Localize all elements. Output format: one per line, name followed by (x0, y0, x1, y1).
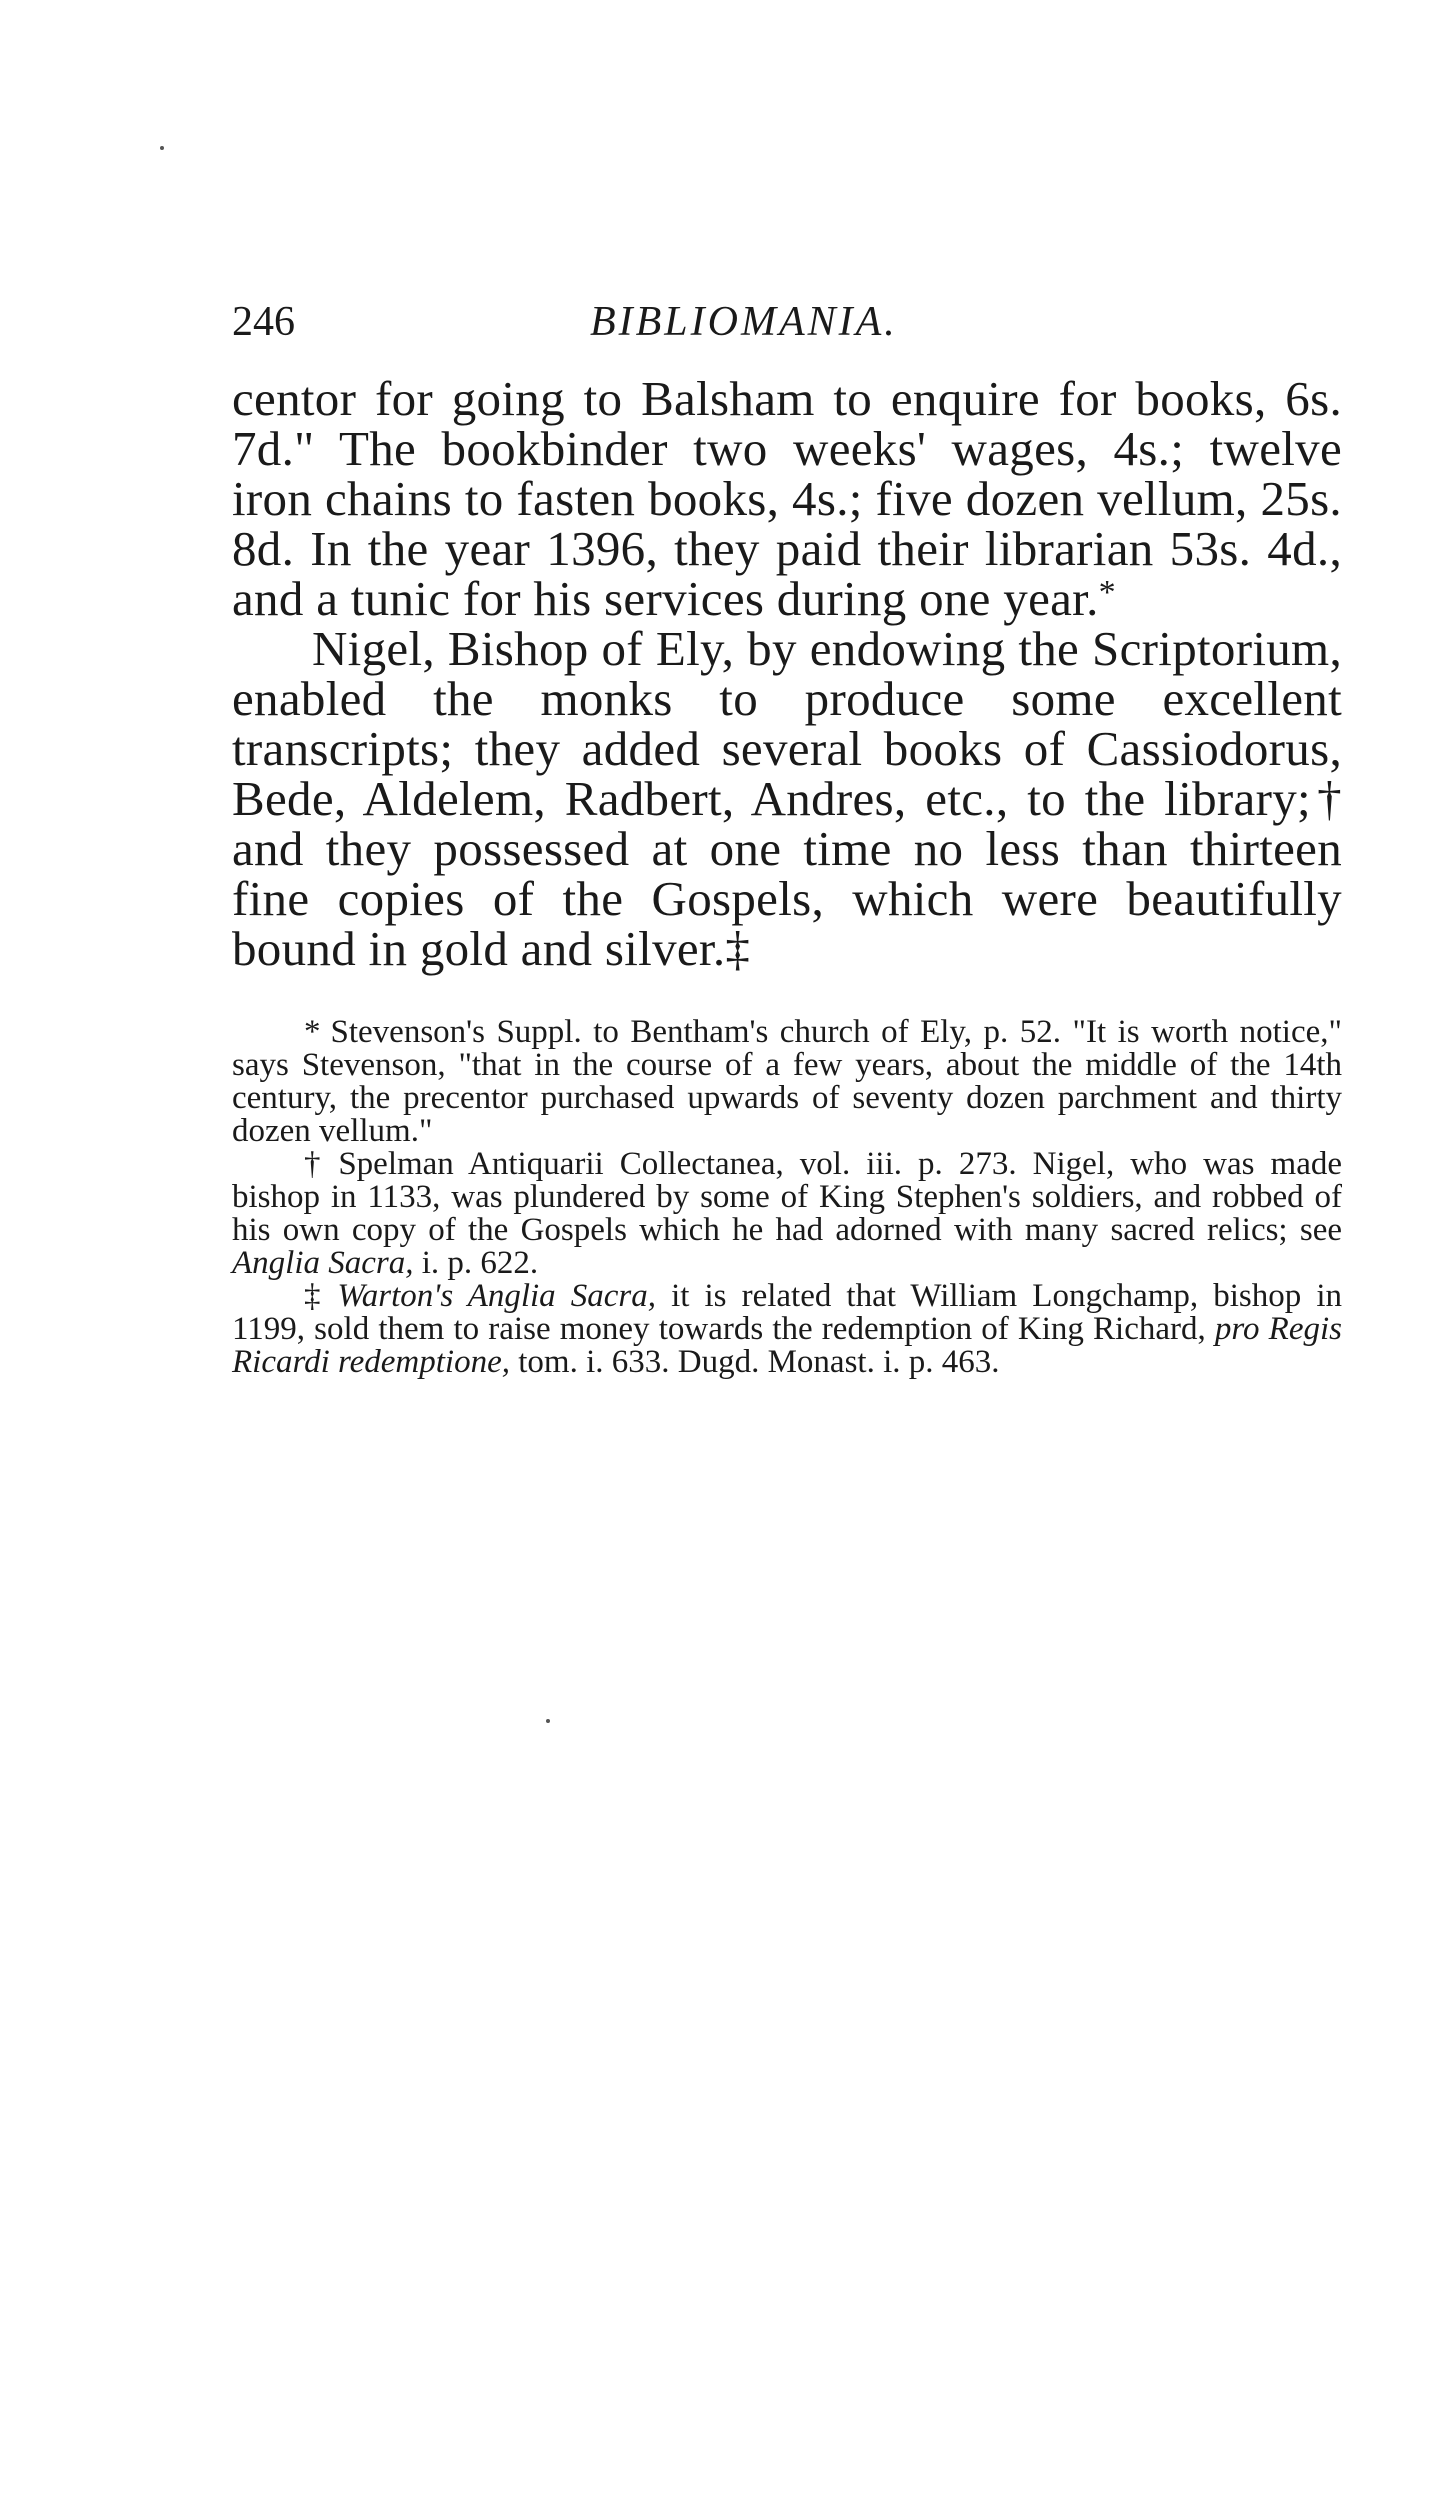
footnote-3-text-a: it is related that William Longchamp, bishop in 1199, sold them to raise money towards the redemption of King Richard, (232, 1278, 1342, 1347)
book-page (232, 296, 1342, 1379)
footnote-1-text: Stevenson's Suppl. to Bentham's church of Ely, p. 52. "It is worth notice," says Stevenson, "that in the course of a few years, about the middle of the 14th century, the precentor purchased upwards of seventy dozen parchment and thirty dozen vellum." (232, 1014, 1342, 1149)
page-number: 246 (232, 299, 295, 345)
footnote-reference-asterisk: * (1098, 574, 1116, 611)
footnote-reference-double-dagger: ‡ (725, 921, 751, 976)
footnote-3-text-b: tom. i. 633. Dugd. Monast. i. p. 463. (510, 1344, 1000, 1380)
footnote-3-italic-latin: pro Regis Ricardi redemptione, (232, 1311, 1342, 1380)
footnote-2-mark: † (304, 1146, 329, 1182)
stray-mark-top (160, 146, 164, 150)
paragraph-2-text-b: and they possessed at one time no less than thirteen fine copies of the Gospels, which were beautifully bound in gold and silver. (232, 821, 1342, 976)
footnote-1-mark: * (304, 1014, 321, 1050)
footnote-3 (232, 1280, 1342, 1379)
footnote-2-text-b: i. p. 622. (413, 1245, 539, 1281)
footnote-3-mark: ‡ (304, 1278, 328, 1314)
footnote-3-italic-title: Warton's Anglia Sacra, (337, 1278, 656, 1314)
book-title: BIBLIOMANIA. (590, 299, 898, 345)
footnote-2 (232, 1148, 1342, 1280)
footnote-2-text-a: Spelman Antiquarii Collectanea, vol. iii. p. 273. Nigel, who was made bishop in 1133, was plundered by some of King Stephen's soldiers, and robbed of his own copy of the Gospels which he had adorned with many sacred relics; see (232, 1146, 1342, 1248)
footnote-2-italic-title: Anglia Sacra, (232, 1245, 414, 1281)
footnote-1 (232, 1016, 1342, 1148)
paragraph-1 (232, 371, 1342, 626)
paragraph-2-text-a: Nigel, Bishop of Ely, by endowing the Scriptorium, enabled the monks to produce some excellent transcripts; they added several books of Cassiodorus, Bede, Aldelem, Radbert, Andres, etc., to the library; (232, 621, 1342, 826)
paragraph-2 (232, 621, 1342, 976)
footnote-reference-dagger: † (1310, 771, 1342, 826)
running-head (232, 296, 1342, 348)
paragraph-1-text: centor for going to Balsham to enquire for books, 6s. 7d." The bookbinder two weeks' wages, 4s.; twelve iron chains to fasten books, 4s.; five dozen vellum, 25s. 8d. In the year 1396, they paid their librarian 53s. 4d., and a tunic for his services during one year. (232, 371, 1342, 626)
body-text (232, 371, 1342, 976)
footnotes (232, 1016, 1342, 1379)
stray-mark-middle (546, 1719, 550, 1723)
